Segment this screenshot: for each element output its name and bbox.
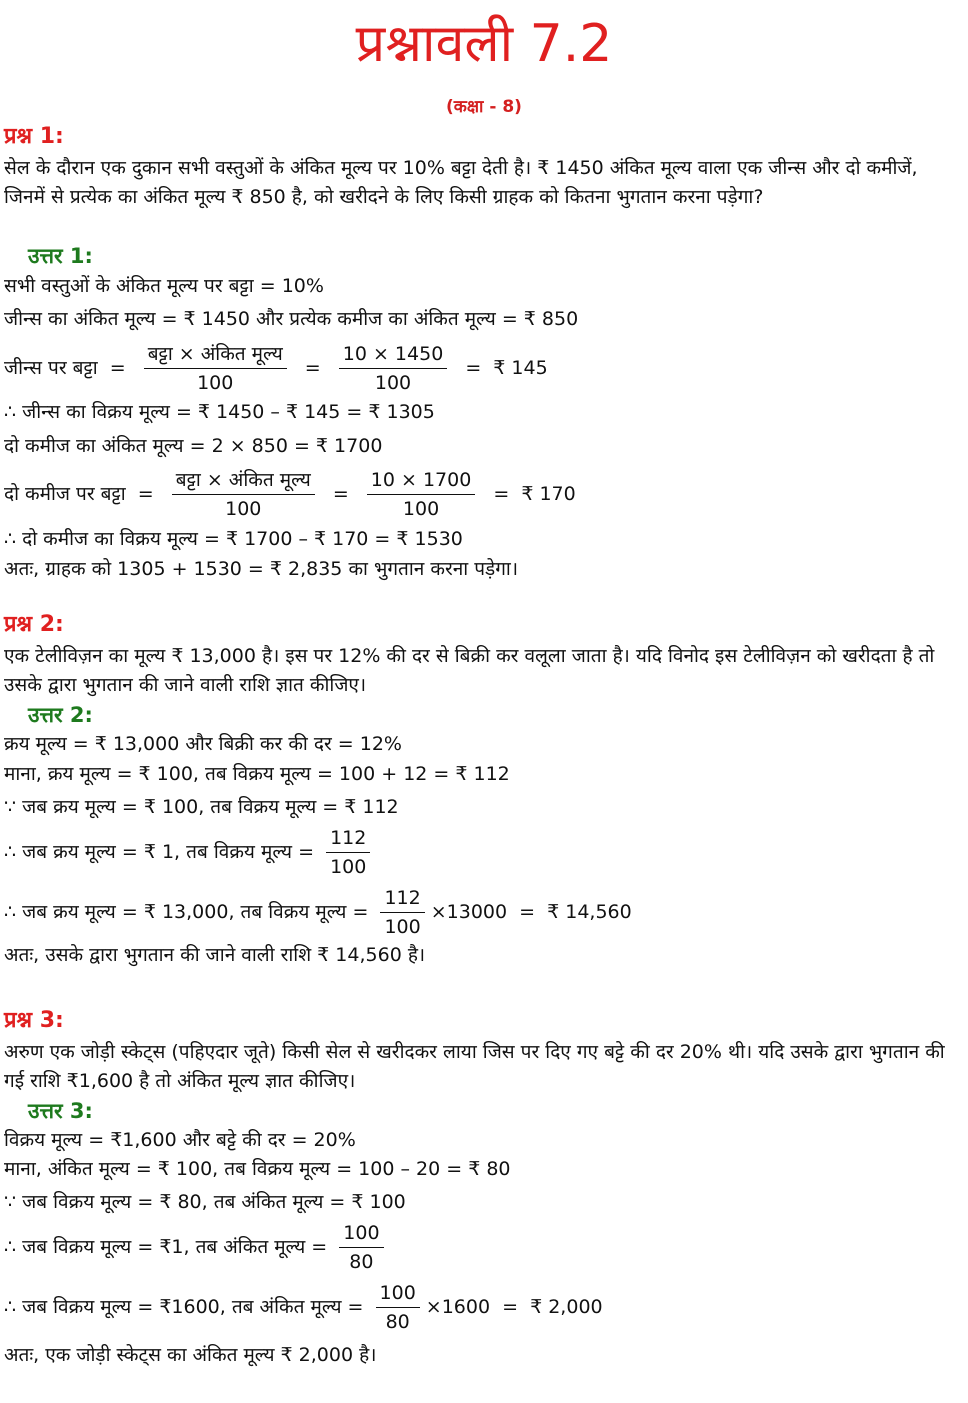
fraction-label: ∴ जब क्रय मूल्य = ₹ 1, तब विक्रय मूल्य = xyxy=(4,841,315,863)
answer-3-line-1: विक्रय मूल्य = ₹1,600 और बट्टे की दर = 20% xyxy=(4,1129,356,1151)
answer-3-line-2: माना, अंकित मूल्य = ₹ 100, तब विक्रय मूल्य = 100 – 20 = ₹ 80 xyxy=(4,1158,511,1180)
answer-1-line-1: सभी वस्तुओं के अंकित मूल्य पर बट्टा = 10% xyxy=(4,275,324,297)
numerator: 112 xyxy=(326,824,370,853)
answer-3-fraction-2: ∴ जब विक्रय मूल्य = ₹1600, तब अंकित मूल्य = $\frac{100}{80}$ ×1600 = ₹ 2,000 xyxy=(4,1279,603,1336)
question-2-text: एक टेलीविज़न का मूल्य ₹ 13,000 है। इस पर 12% की दर से बिक्री कर वलूला जाता है। यदि विनोद इस टेलीविज़न को खरीदता है तो उसके द्वारा भुगतान की जाने वाली राशि ज्ञात कीजिए। xyxy=(4,645,935,696)
denominator: 100 xyxy=(402,498,440,520)
answer-1-line-6: अतः, ग्राहक को 1305 + 1530 = ₹ 2,835 का भुगतान करना पड़ेगा। xyxy=(4,558,519,580)
page-title: प्रश्नावली 7.2 xyxy=(355,14,613,74)
numerator: 10 × 1700 xyxy=(367,466,476,495)
denominator: 100 xyxy=(374,372,412,394)
fraction xyxy=(339,340,448,397)
denominator: 100 xyxy=(384,916,421,938)
answer-2-line-1: क्रय मूल्य = ₹ 13,000 और बिक्री कर की दर = 12% xyxy=(4,733,402,755)
answer-1-line-5: ∴ दो कमीज का विक्रय मूल्य = ₹ 1700 – ₹ 170 = ₹ 1530 xyxy=(4,528,463,550)
answer-1-heading: उत्तर 1: xyxy=(28,244,93,268)
fraction xyxy=(326,824,370,881)
fraction-label: ∴ जब विक्रय मूल्य = ₹1600, तब अंकित मूल्य = xyxy=(4,1296,364,1318)
fraction-label: दो कमीज पर बट्टा xyxy=(4,483,126,505)
answer-3-line-4: अतः, एक जोड़ी स्केट्स का अंकित मूल्य ₹ 2,000 है। xyxy=(4,1344,377,1366)
answer-2-line-2: माना, क्रय मूल्य = ₹ 100, तब विक्रय मूल्य = 100 + 12 = ₹ 112 xyxy=(4,763,510,785)
denominator: 100 xyxy=(197,372,234,394)
fraction xyxy=(376,1279,420,1336)
class-subtitle: (कक्षा - 8) xyxy=(446,97,522,117)
denominator: 100 xyxy=(330,856,367,878)
answer-1-fraction-jeans: जीन्स पर बट्टा = $\frac{\text{बट्टा × अंकित मूल्य}}{100}$ = $\frac{10 \times 1450}{100}$ = ₹ 145 xyxy=(4,340,548,397)
fraction xyxy=(172,466,315,523)
fraction-label: ∴ जब विक्रय मूल्य = ₹1, तब अंकित मूल्य = xyxy=(4,1236,328,1258)
answer-2-heading: उत्तर 2: xyxy=(28,703,93,727)
answer-2-fraction-2: ∴ जब क्रय मूल्य = ₹ 13,000, तब विक्रय मूल्य = $\frac{112}{100}$ ×13000 = ₹ 14,560 xyxy=(4,884,632,941)
answer-1-line-2: जीन्स का अंकित मूल्य = ₹ 1450 और प्रत्येक कमीज का अंकित मूल्य = ₹ 850 xyxy=(4,308,579,330)
fraction xyxy=(367,466,476,523)
fraction-label: ∴ जब क्रय मूल्य = ₹ 13,000, तब विक्रय मूल्य = xyxy=(4,901,369,923)
fraction xyxy=(339,1219,383,1276)
numerator: बट्टा × अंकित मूल्य xyxy=(144,340,287,369)
answer-2-fraction-1 xyxy=(4,824,376,881)
multiplier: ×1600 xyxy=(425,1296,491,1318)
numerator: 112 xyxy=(380,884,424,913)
question-1-heading: प्रश्न 1: xyxy=(4,124,64,149)
question-1-text: सेल के दौरान एक दुकान सभी वस्तुओं के अंकित मूल्य पर 10% बट्टा देती है। ₹ 1450 अंकित मूल्य वाला एक जीन्स और दो कमीजें, जिनमें से प्रत्येक का अंकित मूल्य ₹ 850 है, को खरीदने के लिए किसी ग्राहक को कितना भुगतान करना पड़ेगा? xyxy=(4,157,918,208)
numerator: 10 × 1450 xyxy=(339,340,448,369)
fraction-result: ₹ 145 xyxy=(493,357,548,379)
denominator: 100 xyxy=(225,498,262,520)
multiplier: ×13000 xyxy=(430,901,508,923)
question-3-text: अरुण एक जोड़ी स्केट्स (पहिएदार जूते) किसी सेल से खरीदकर लाया जिस पर दिए गए बट्टे की दर 20% थी। यदि उसके द्वारा भुगतान की गई राशि ₹1,600 है तो अंकित मूल्य ज्ञात कीजिए। xyxy=(4,1041,945,1092)
numerator: बट्टा × अंकित मूल्य xyxy=(172,466,315,495)
question-3-heading: प्रश्न 3: xyxy=(4,1008,64,1033)
answer-1-fraction-shirts: दो कमीज पर बट्टा = $\frac{\text{बट्टा × अंकित मूल्य}}{100}$ = $\frac{10 \times 1700}{100}$ = ₹ 170 xyxy=(4,466,576,523)
answer-1-line-4: दो कमीज का अंकित मूल्य = 2 × 850 = ₹ 1700 xyxy=(4,435,383,457)
question-2-heading: प्रश्न 2: xyxy=(4,612,64,637)
fraction-result: ₹ 170 xyxy=(521,483,576,505)
numerator: 100 xyxy=(376,1279,420,1308)
answer-1-line-3: ∴ जीन्स का विक्रय मूल्य = ₹ 1450 – ₹ 145 = ₹ 1305 xyxy=(4,401,435,423)
denominator: 80 xyxy=(385,1311,410,1333)
answer-3-heading: उत्तर 3: xyxy=(28,1099,93,1123)
fraction-result: ₹ 14,560 xyxy=(547,901,632,923)
fraction xyxy=(380,884,424,941)
fraction-label: जीन्स पर बट्टा xyxy=(4,357,98,379)
answer-2-line-4: अतः, उसके द्वारा भुगतान की जाने वाली राशि ₹ 14,560 है। xyxy=(4,944,426,966)
denominator: 80 xyxy=(349,1251,374,1273)
fraction-result: ₹ 2,000 xyxy=(530,1296,603,1318)
answer-2-line-3: ∵ जब क्रय मूल्य = ₹ 100, तब विक्रय मूल्य = ₹ 112 xyxy=(4,796,399,818)
answer-3-line-3: ∵ जब विक्रय मूल्य = ₹ 80, तब अंकित मूल्य = ₹ 100 xyxy=(4,1191,406,1213)
numerator: 100 xyxy=(339,1219,383,1248)
fraction xyxy=(144,340,287,397)
answer-3-fraction-1 xyxy=(4,1219,390,1276)
